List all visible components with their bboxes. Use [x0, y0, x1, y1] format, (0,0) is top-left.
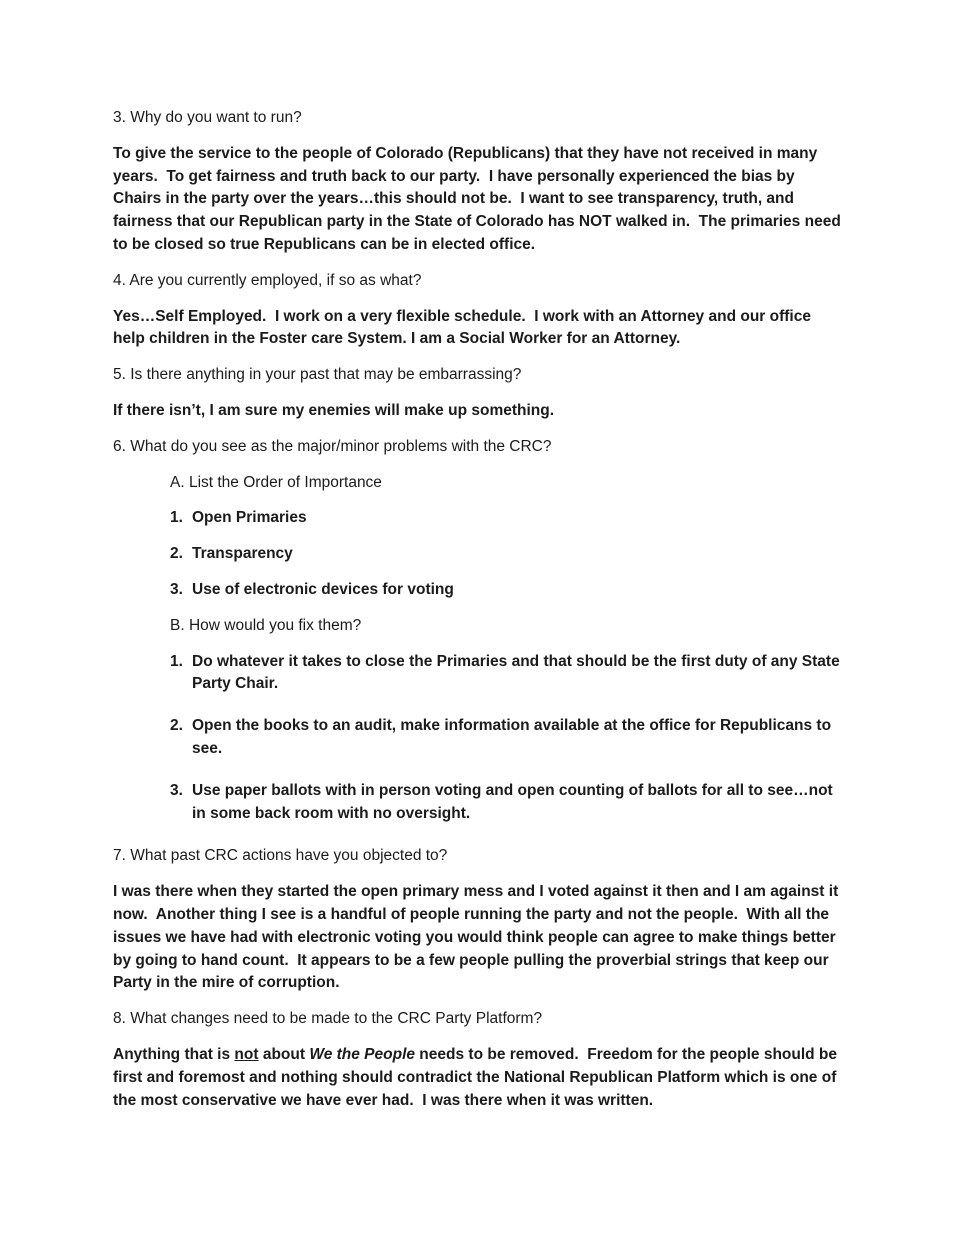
list-item-text: Transparency — [192, 545, 293, 563]
answer-8-tail: needs to be removed. Freedom for the people should be first and foremost and nothing should contradict the National Republican Platform which is one of the most conservative we have ever had. I was there when it was written. — [113, 1045, 842, 1109]
list-item — [170, 507, 846, 530]
list-item — [170, 780, 846, 826]
list-item-number: 1. — [170, 509, 183, 527]
fixes-list — [113, 651, 846, 826]
sub-question-b-label: B. How would you fix them? — [170, 616, 362, 634]
question-6: 6. What do you see as the major/minor problems with the CRC? — [113, 437, 552, 455]
list-item-number: 3. — [170, 781, 183, 799]
list-item-text: Open the books to an audit, make information available at the office for Republicans to see. — [192, 717, 836, 757]
list-item-text: Open Primaries — [192, 509, 307, 527]
answer-8 — [113, 1044, 846, 1112]
answer-8-italic-phrase: We the People — [309, 1045, 415, 1063]
list-item-number: 2. — [170, 717, 183, 735]
list-item — [170, 651, 846, 697]
list-item-number: 2. — [170, 545, 183, 563]
list-item-text: Do whatever it takes to close the Primaries and that should be the first duty of any State Party Chair. — [192, 652, 845, 693]
answer-8-underlined-word: not — [234, 1045, 259, 1063]
list-item-number: 1. — [170, 652, 183, 670]
list-item-text: Use of electronic devices for voting — [192, 580, 454, 598]
answer-5: If there isn’t, I am sure my enemies will make up something. — [113, 401, 555, 419]
importance-list — [113, 507, 846, 601]
answer-4: Yes…Self Employed. I work on a very flexible schedule. I work with an Attorney and our office help children in the Foster care System. I am a Social Worker for an Attorney. — [113, 307, 816, 348]
question-7: 7. What past CRC actions have you objected to? — [113, 847, 448, 865]
question-5: 5. Is there anything in your past that may be embarrassing? — [113, 366, 522, 384]
question-8: 8. What changes need to be made to the CRC Party Platform? — [113, 1010, 543, 1028]
list-item — [170, 715, 846, 761]
answer-7: I was there when they started the open primary mess and I voted against it then and I am against it now. Another thing I see is a handful of people running the party and not the people. With all the issues we have had with electronic voting you would think people can agree to make things better by going to hand count. It appears to be a few people pulling the proverbial strings that keep our Party in the mire of corruption. — [113, 883, 843, 992]
sub-question-a-label: A. List the Order of Importance — [170, 473, 382, 491]
list-item — [170, 579, 846, 602]
question-4: 4. Are you currently employed, if so as what? — [113, 271, 422, 289]
list-item-number: 3. — [170, 580, 183, 598]
answer-3: To give the service to the people of Colorado (Republicans) that they have not received in many years. To get fairness and truth back to our party. I have personally experienced the bias by Chairs in the party over the years…this should not be. I want to see transparency, truth, and fairness that our Republican party in the State of Colorado has NOT walked in. The primaries need to be closed so true Republicans can be in elected office. — [113, 144, 846, 253]
list-item-text: Use paper ballots with in person voting and open counting of ballots for all to see…not in some back room with no oversight. — [192, 781, 838, 822]
answer-8-lead: Anything that is — [113, 1045, 235, 1063]
question-3: 3. Why do you want to run? — [113, 109, 302, 126]
answer-8-middle: about — [258, 1045, 310, 1063]
list-item — [170, 543, 846, 566]
